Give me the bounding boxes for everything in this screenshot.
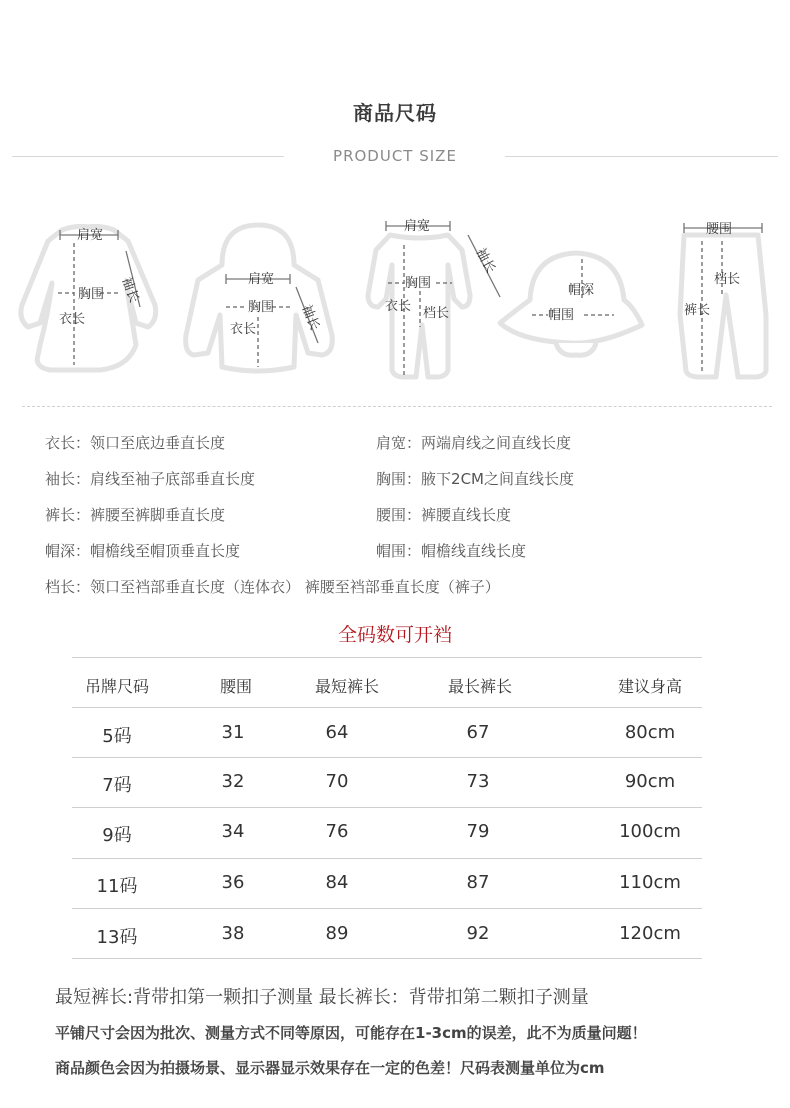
pants-waist-label: 腰围 bbox=[706, 222, 733, 237]
pants-diagram bbox=[680, 222, 766, 377]
color-note: 商品颜色会因为拍摄场景、显示器显示效果存在一定的色差！尺码表测量单位为cm bbox=[55, 1059, 605, 1077]
table-cell: 70 bbox=[325, 771, 349, 792]
table-cell: 11码 bbox=[96, 876, 138, 897]
hat-circumference-label: 帽围 bbox=[548, 308, 575, 323]
header-cell: 吊牌尺码 bbox=[84, 677, 149, 696]
table-cell: 7码 bbox=[102, 775, 132, 796]
jacket-length-label: 衣长 bbox=[230, 322, 257, 337]
jacket-shoulder-label: 肩宽 bbox=[248, 272, 275, 287]
header-cell: 腰围 bbox=[219, 677, 252, 696]
dress-chest-label: 胸围 bbox=[78, 287, 105, 302]
romper-diagram bbox=[368, 219, 500, 377]
pants-crotch-label: 档长 bbox=[714, 272, 741, 287]
table-cell: 90cm bbox=[624, 771, 676, 792]
definition-item: 腰围：裤腰直线长度 bbox=[376, 506, 512, 524]
section-divider bbox=[22, 406, 772, 407]
table-cell: 100cm bbox=[619, 821, 681, 842]
dress-shoulder-label: 肩宽 bbox=[77, 228, 104, 243]
table-rule bbox=[72, 757, 702, 758]
table-cell: 87 bbox=[466, 872, 490, 893]
table-cell: 13码 bbox=[96, 927, 138, 948]
hat-diagram bbox=[500, 253, 642, 355]
romper-length-label: 衣长 bbox=[385, 299, 412, 314]
table-cell: 79 bbox=[466, 821, 490, 842]
hat-depth-label: 帽深 bbox=[568, 283, 595, 298]
page-subtitle: PRODUCT SIZE bbox=[333, 147, 457, 165]
table-cell: 64 bbox=[325, 722, 349, 743]
table-rule bbox=[72, 858, 702, 859]
definition-item: 胸围：腋下2CM之间直线长度 bbox=[376, 470, 574, 488]
header-cell: 最长裤长 bbox=[447, 677, 512, 696]
table-rule bbox=[72, 807, 702, 808]
pants-length-label: 裤长 bbox=[684, 303, 711, 318]
table-cell: 73 bbox=[466, 771, 490, 792]
dress-length-label: 衣长 bbox=[59, 312, 86, 327]
jacket-diagram bbox=[186, 225, 333, 371]
table-rule bbox=[72, 707, 702, 708]
definition-item: 档长：领口至裆部垂直长度（连体衣） 裤腰至裆部垂直长度（裤子） bbox=[45, 578, 500, 596]
jacket-sleeve-label: 袖长 bbox=[298, 302, 322, 333]
definition-item: 裤长：裤腰至裤脚垂直长度 bbox=[45, 506, 226, 524]
table-cell: 110cm bbox=[619, 872, 681, 893]
table-cell: 32 bbox=[221, 771, 245, 792]
table-cell: 34 bbox=[221, 821, 245, 842]
measurement-note: 最短裤长:背带扣第一颗扣子测量 最长裤长：背带扣第二颗扣子测量 bbox=[55, 987, 589, 1008]
tolerance-note: 平铺尺寸会因为批次、测量方式不同等原因，可能存在1-3cm的误差，此不为质量问题！ bbox=[55, 1024, 647, 1042]
definition-item: 帽围：帽檐线直线长度 bbox=[376, 542, 527, 560]
table-cell: 84 bbox=[325, 872, 349, 893]
table-cell: 89 bbox=[325, 923, 349, 944]
table-cell: 120cm bbox=[619, 923, 681, 944]
definition-item: 袖长：肩线至袖子底部垂直长度 bbox=[45, 470, 256, 488]
definition-item: 衣长：领口至底边垂直长度 bbox=[45, 434, 226, 452]
dress-sleeve-label: 袖长 bbox=[118, 275, 142, 305]
table-cell: 67 bbox=[466, 722, 490, 743]
garment-diagrams bbox=[0, 195, 790, 400]
jacket-chest-label: 胸围 bbox=[248, 300, 275, 315]
table-cell: 9码 bbox=[102, 825, 132, 846]
table-cell: 36 bbox=[221, 872, 245, 893]
notice-title: 全码数可开裆 bbox=[337, 624, 452, 646]
page-title: 商品尺码 bbox=[353, 101, 437, 125]
romper-crotch-label: 档长 bbox=[423, 306, 450, 321]
table-cell: 38 bbox=[221, 923, 245, 944]
romper-shoulder-label: 肩宽 bbox=[404, 219, 431, 234]
dress-diagram bbox=[21, 226, 156, 370]
header-cell: 建议身高 bbox=[617, 677, 682, 696]
table-cell: 5码 bbox=[102, 726, 132, 747]
table-cell: 76 bbox=[325, 821, 349, 842]
table-cell: 92 bbox=[466, 923, 490, 944]
romper-sleeve-label: 袖长 bbox=[472, 245, 498, 276]
definition-item: 帽深：帽檐线至帽顶垂直长度 bbox=[45, 542, 241, 560]
table-rule bbox=[72, 657, 702, 658]
header-cell: 最短裤长 bbox=[314, 677, 379, 696]
definition-item: 肩宽：两端肩线之间直线长度 bbox=[376, 434, 572, 452]
table-rule bbox=[72, 908, 702, 909]
romper-chest-label: 胸围 bbox=[405, 276, 432, 291]
table-cell: 80cm bbox=[624, 722, 676, 743]
table-cell: 31 bbox=[221, 722, 245, 743]
table-rule bbox=[72, 958, 702, 959]
